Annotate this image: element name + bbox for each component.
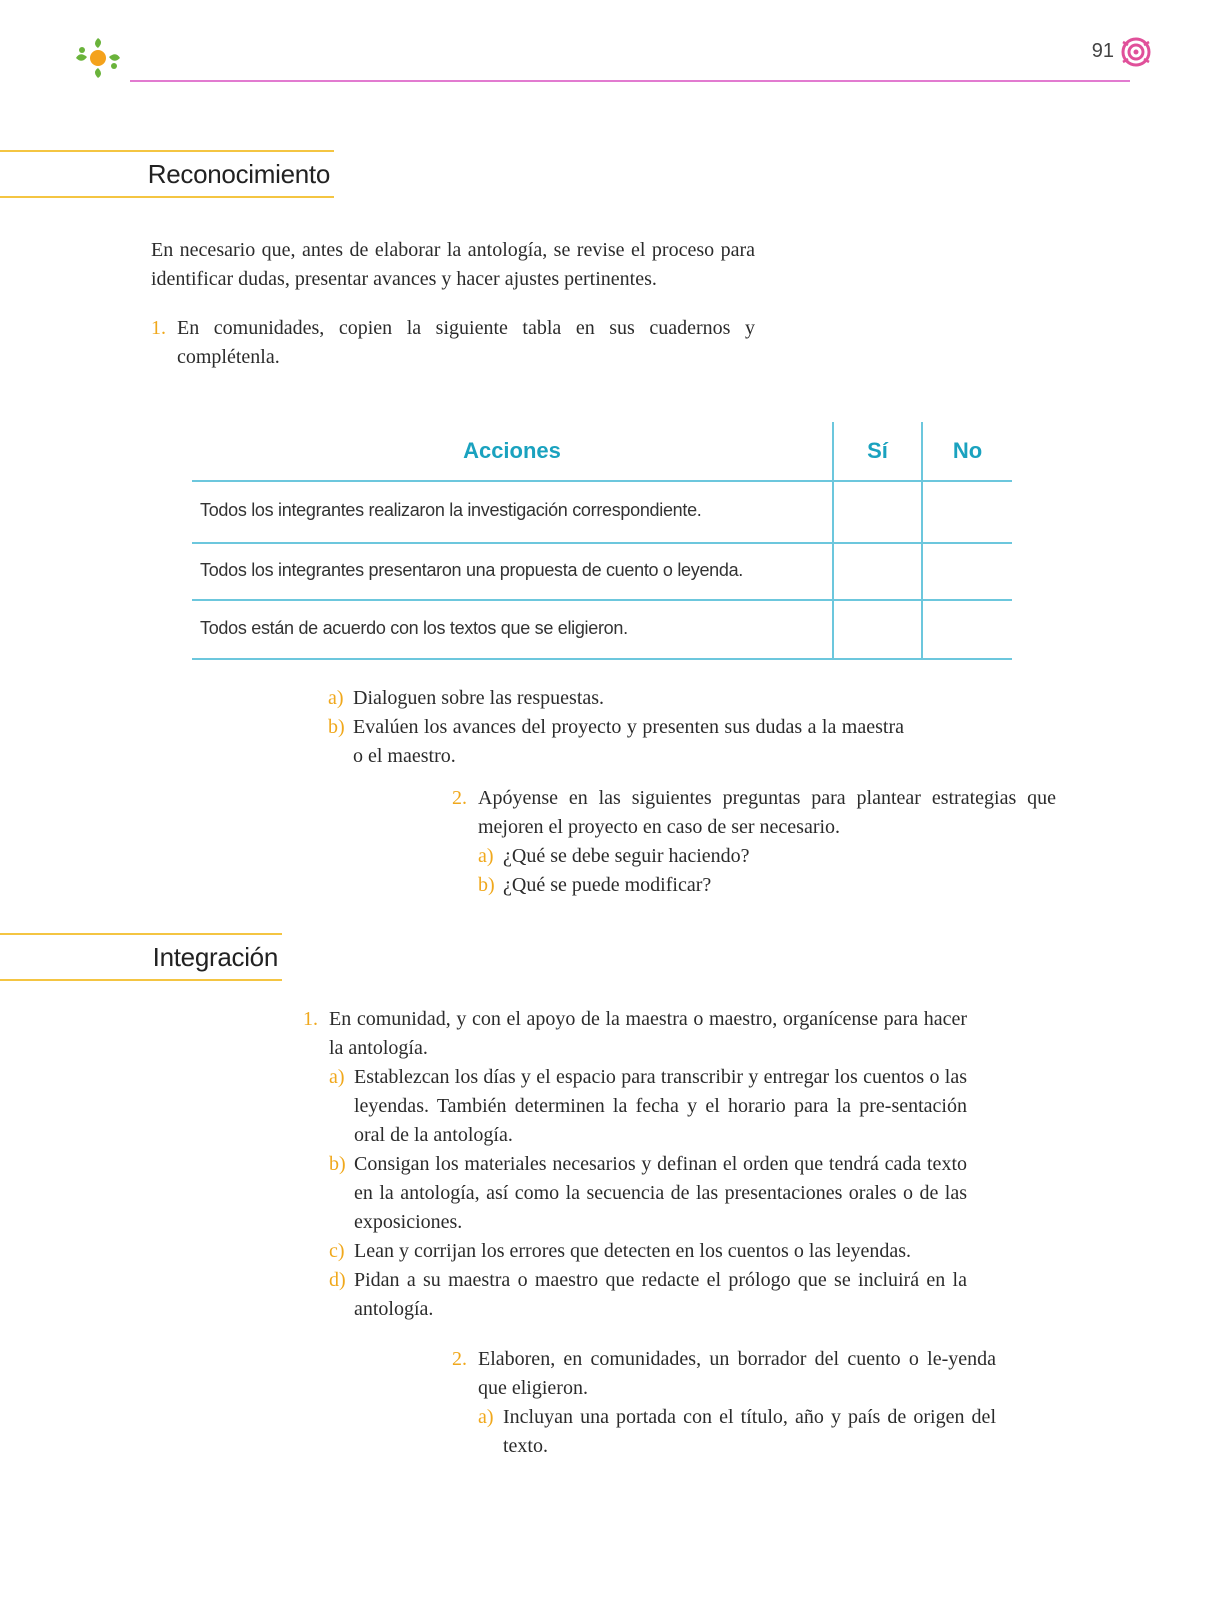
item-text: ¿Qué se puede modificar? (503, 874, 712, 896)
item-text: En comunidad, y con el apoyo de la maestra o maestro, organícense para hacer la antología. (329, 1008, 967, 1059)
list-item (478, 871, 1038, 900)
list-item (329, 1150, 967, 1237)
actions-table (192, 422, 1012, 660)
list-item (328, 713, 904, 771)
list-item (329, 1063, 967, 1150)
item-marker: a) (328, 687, 344, 709)
item-text: Pidan a su maestra o maestro que redacte el prólogo que se incluirá en la antología. (354, 1269, 967, 1320)
flower-logo-icon (70, 32, 126, 84)
item-marker: a) (329, 1066, 345, 1088)
table-row: Todos los integrantes realizaron la investigación correspondiente. (200, 500, 702, 520)
item-text: ¿Qué se debe seguir haciendo? (503, 845, 750, 867)
pink-ornament-icon (1120, 36, 1152, 68)
list-item (329, 1237, 967, 1266)
list-item (452, 1345, 996, 1403)
item-marker: b) (478, 874, 495, 896)
header-rule (130, 80, 1130, 82)
item-text: Elaboren, en comunidades, un borrador del cuento o le-yenda que eligieron. (478, 1348, 996, 1399)
table-header-actions: Acciones (463, 438, 561, 463)
table-header-si: Sí (867, 438, 888, 463)
item-text: Incluyan una portada con el título, año y país de origen del texto. (503, 1406, 996, 1457)
item-marker: c) (329, 1240, 345, 1262)
item-text: Dialoguen sobre las respuestas. (353, 687, 605, 709)
intro-paragraph: En necesario que, antes de elaborar la antología, se revise el proceso para identificar dudas, presentar avances y hacer ajustes pertinentes. (151, 239, 755, 290)
item-number: 2. (452, 787, 467, 809)
list-item (478, 1403, 996, 1461)
list-item (328, 684, 904, 713)
item-marker: d) (329, 1269, 346, 1291)
item-number: 1. (151, 317, 166, 339)
item-marker: b) (328, 716, 345, 738)
list-item (452, 784, 1056, 842)
list-item (478, 842, 1038, 871)
list-item (151, 314, 755, 372)
item-marker: b) (329, 1153, 346, 1175)
item-number: 1. (303, 1008, 318, 1030)
item-text: Lean y corrijan los errores que detecten en los cuentos o las leyendas. (354, 1240, 912, 1262)
section-title: Reconocimiento (147, 158, 330, 189)
item-text: En comunidades, copien la siguiente tabla en sus cuadernos y complétenla. (177, 317, 755, 368)
item-text: Establezcan los días y el espacio para transcribir y entregar los cuentos o las leyendas. También determinen la fecha y el horario para la pre-sentación oral de la antología. (354, 1066, 967, 1146)
section-title: Integración (152, 941, 278, 972)
item-text: Apóyense en las siguientes preguntas para plantear estrategias que mejoren el proyecto en caso de ser necesario. (478, 787, 1056, 838)
table-row: Todos los integrantes presentaron una propuesta de cuento o leyenda. (200, 560, 743, 580)
item-marker: a) (478, 845, 494, 867)
item-marker: a) (478, 1406, 494, 1428)
table-row: Todos están de acuerdo con los textos que se eligieron. (200, 618, 628, 638)
section-heading-reconocimiento (0, 150, 334, 198)
page-number: 91 (1091, 40, 1114, 62)
item-text: Evalúen los avances del proyecto y presenten sus dudas a la maestra o el maestro. (353, 716, 904, 767)
list-item (303, 1005, 967, 1063)
list-item (329, 1266, 967, 1324)
table-header-no: No (952, 438, 983, 463)
section-heading-integracion (0, 933, 282, 981)
item-number: 2. (452, 1348, 467, 1370)
item-text: Consigan los materiales necesarios y definan el orden que tendrá cada texto en la antología, así como la secuencia de las presentaciones orales o de las exposiciones. (354, 1153, 967, 1233)
